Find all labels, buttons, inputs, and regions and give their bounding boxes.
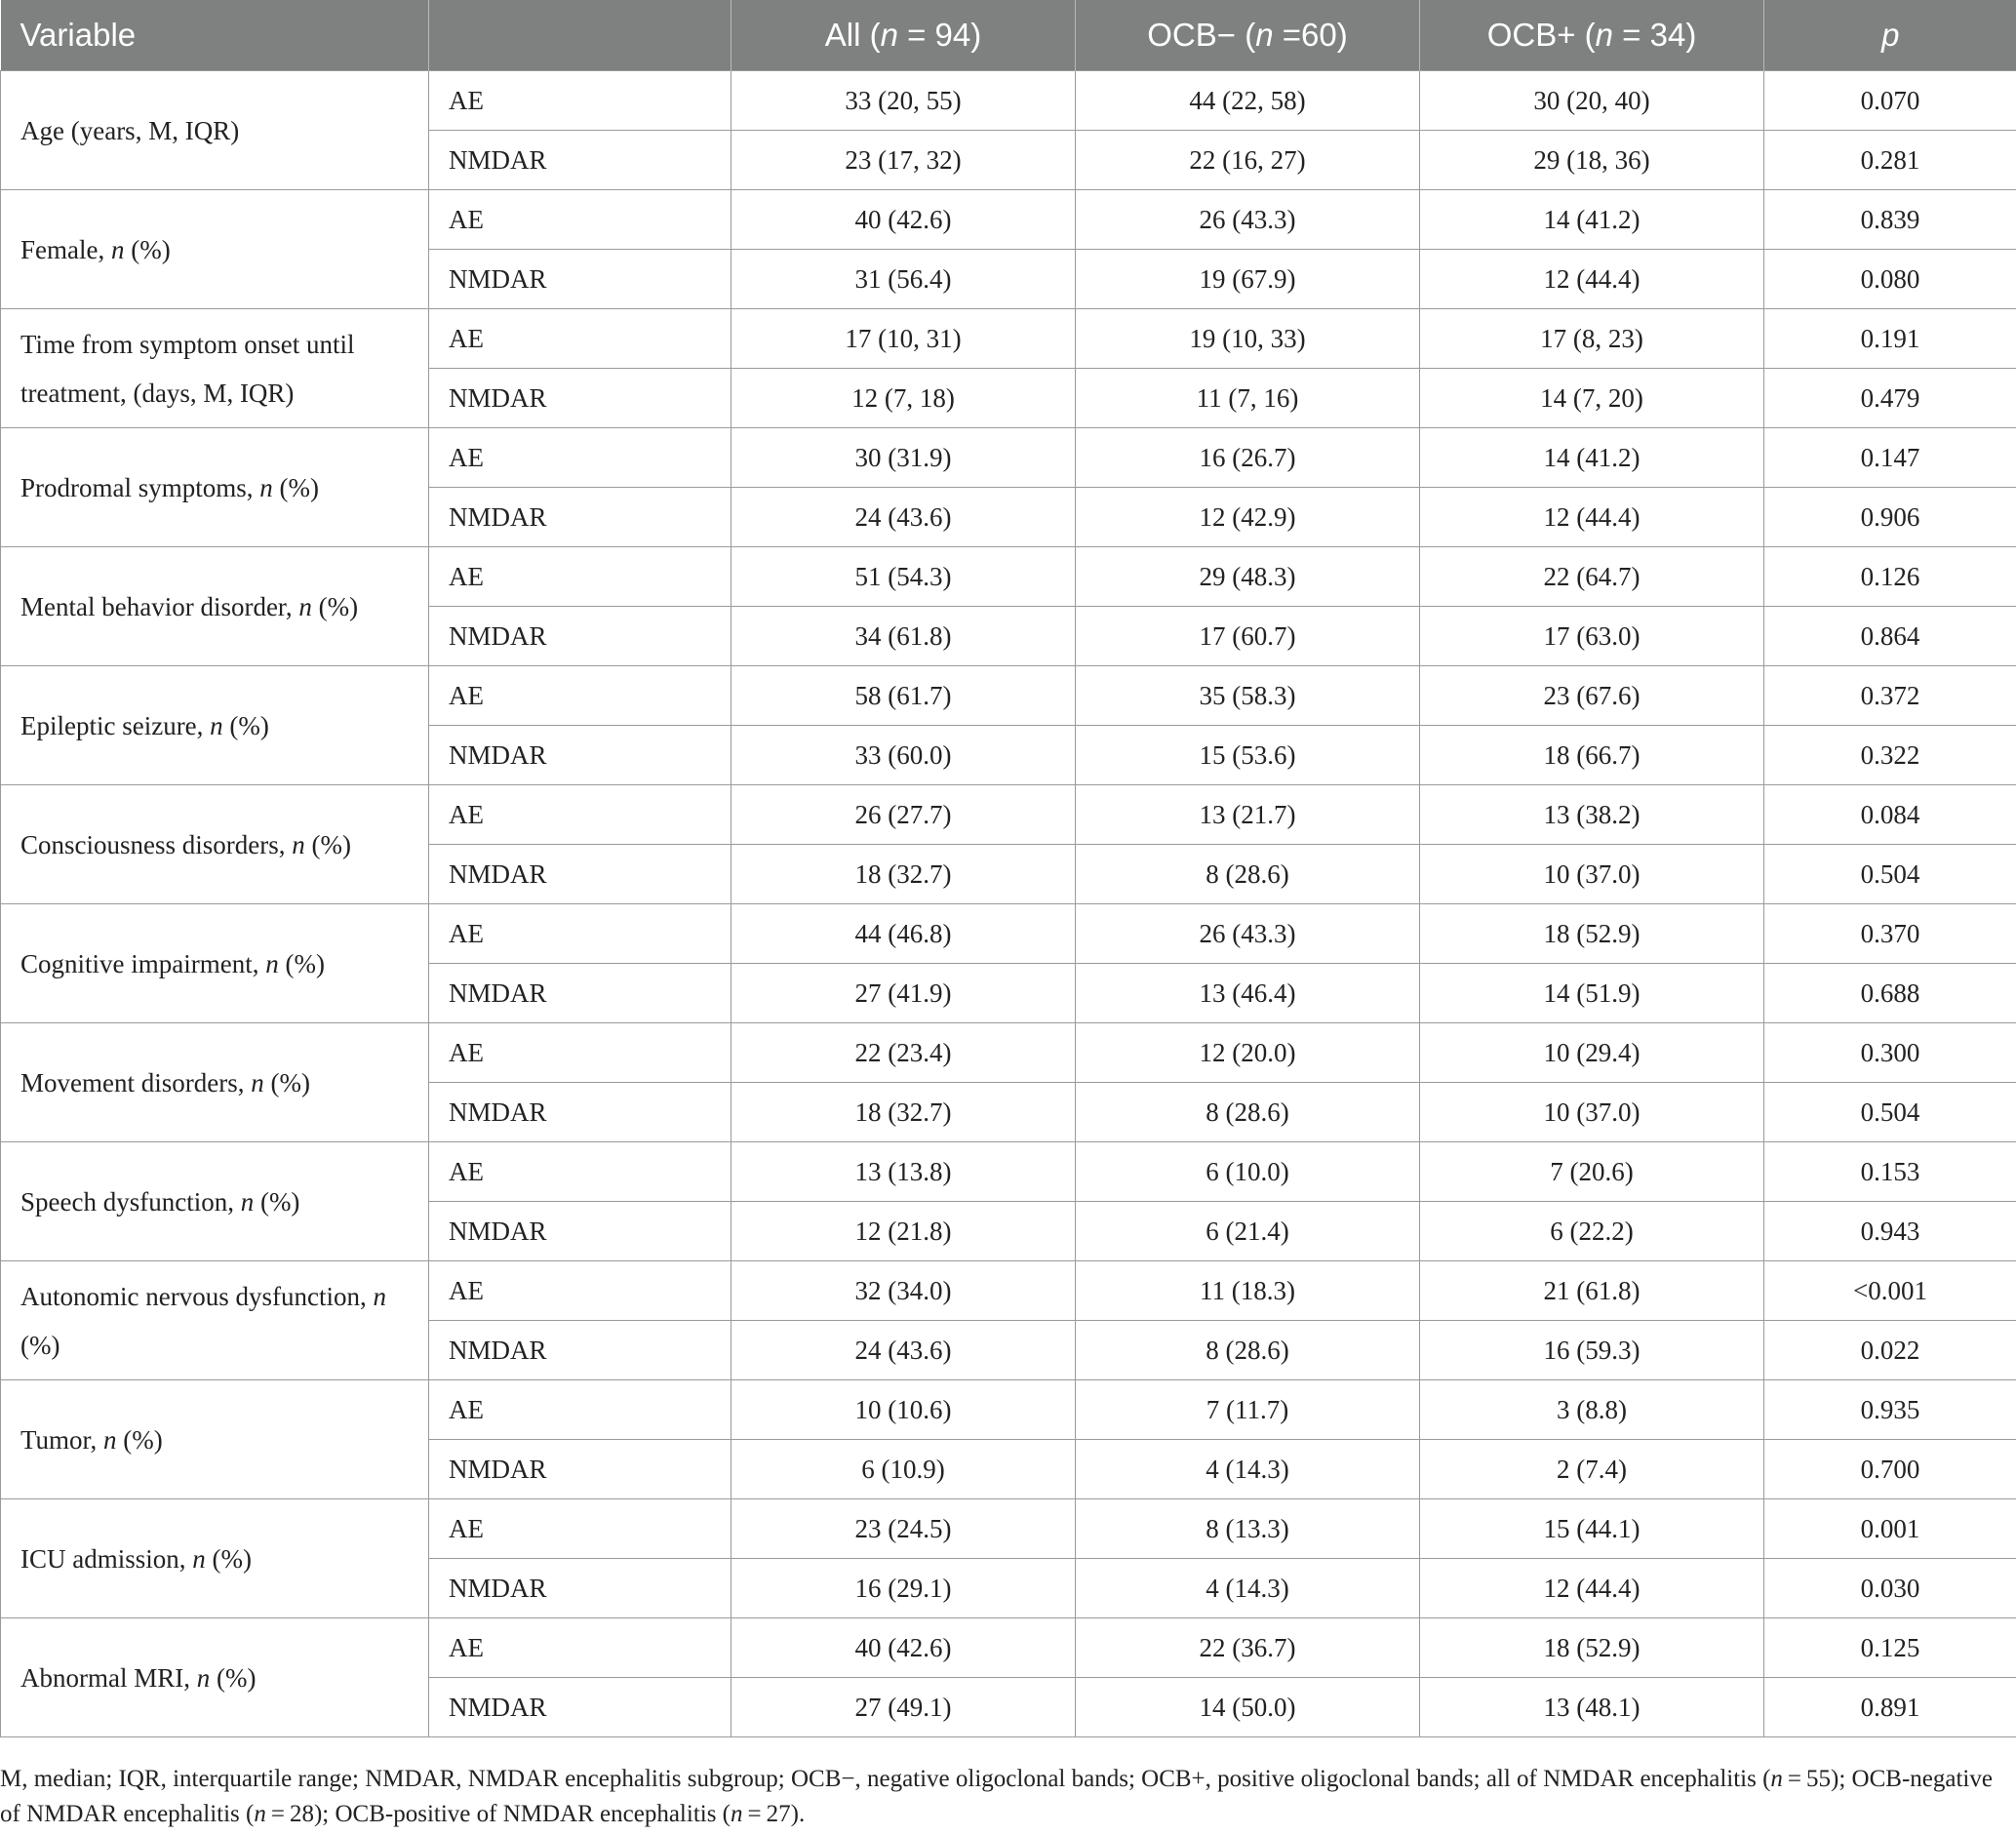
variable-label: Speech dysfunction, n (%) [1, 1142, 429, 1261]
table-row [1, 1142, 2016, 1202]
ocb-negative-value-cell: 22 (16, 27) [1076, 131, 1420, 190]
subgroup-cell: AE [429, 190, 731, 250]
all-value-cell: 23 (24.5) [731, 1499, 1076, 1559]
subgroup-cell: NMDAR [429, 1678, 731, 1737]
all-value-cell: 23 (17, 32) [731, 131, 1076, 190]
all-value-cell: 10 (10.6) [731, 1380, 1076, 1440]
p-value-cell: 0.022 [1764, 1321, 2016, 1380]
ocb-positive-value-cell: 12 (44.4) [1420, 488, 1764, 547]
header-p-value: p [1764, 0, 2016, 71]
ocb-positive-value-cell: 13 (38.2) [1420, 785, 1764, 845]
subgroup-cell: AE [429, 309, 731, 369]
subgroup-cell: NMDAR [429, 1440, 731, 1499]
all-value-cell: 58 (61.7) [731, 666, 1076, 726]
variable-label: Epileptic seizure, n (%) [1, 666, 429, 785]
ocb-negative-value-cell: 8 (28.6) [1076, 1083, 1420, 1142]
all-value-cell: 27 (41.9) [731, 964, 1076, 1023]
p-value-cell: 0.125 [1764, 1618, 2016, 1678]
ocb-negative-value-cell: 4 (14.3) [1076, 1440, 1420, 1499]
all-value-cell: 40 (42.6) [731, 1618, 1076, 1678]
table-row [1, 428, 2016, 488]
subgroup-cell: NMDAR [429, 488, 731, 547]
ocb-negative-value-cell: 13 (46.4) [1076, 964, 1420, 1023]
all-value-cell: 12 (21.8) [731, 1202, 1076, 1261]
ocb-positive-value-cell: 14 (41.2) [1420, 190, 1764, 250]
ocb-negative-value-cell: 44 (22, 58) [1076, 71, 1420, 131]
p-value-cell: 0.281 [1764, 131, 2016, 190]
table-header [1, 0, 2016, 71]
all-value-cell: 12 (7, 18) [731, 369, 1076, 428]
ocb-negative-value-cell: 12 (42.9) [1076, 488, 1420, 547]
ocb-negative-value-cell: 26 (43.3) [1076, 904, 1420, 964]
p-value-cell: 0.322 [1764, 726, 2016, 785]
subgroup-cell: NMDAR [429, 845, 731, 904]
all-value-cell: 30 (31.9) [731, 428, 1076, 488]
subgroup-cell: AE [429, 71, 731, 131]
p-value-cell: 0.688 [1764, 964, 2016, 1023]
variable-label: Movement disorders, n (%) [1, 1023, 429, 1142]
ocb-positive-value-cell: 7 (20.6) [1420, 1142, 1764, 1202]
header-subgroup [429, 0, 731, 71]
subgroup-cell: AE [429, 1261, 731, 1321]
ocb-negative-value-cell: 7 (11.7) [1076, 1380, 1420, 1440]
ocb-negative-value-cell: 8 (28.6) [1076, 845, 1420, 904]
p-value-cell: 0.479 [1764, 369, 2016, 428]
table-row [1, 190, 2016, 250]
table-row [1, 1618, 2016, 1678]
header-row [1, 0, 2016, 71]
header-ocb-positive: OCB+ (n = 34) [1420, 0, 1764, 71]
all-value-cell: 17 (10, 31) [731, 309, 1076, 369]
p-value-cell: 0.070 [1764, 71, 2016, 131]
p-value-cell: 0.030 [1764, 1559, 2016, 1618]
p-value-cell: 0.700 [1764, 1440, 2016, 1499]
p-value-cell: 0.891 [1764, 1678, 2016, 1737]
ocb-negative-value-cell: 12 (20.0) [1076, 1023, 1420, 1083]
variable-label: Cognitive impairment, n (%) [1, 904, 429, 1023]
subgroup-cell: AE [429, 904, 731, 964]
ocb-positive-value-cell: 3 (8.8) [1420, 1380, 1764, 1440]
all-value-cell: 16 (29.1) [731, 1559, 1076, 1618]
ocb-positive-value-cell: 23 (67.6) [1420, 666, 1764, 726]
subgroup-cell: AE [429, 1499, 731, 1559]
variable-label: Tumor, n (%) [1, 1380, 429, 1499]
variable-label: Female, n (%) [1, 190, 429, 309]
table-row [1, 1499, 2016, 1559]
ocb-negative-value-cell: 6 (21.4) [1076, 1202, 1420, 1261]
table-row [1, 1023, 2016, 1083]
subgroup-cell: AE [429, 1023, 731, 1083]
p-value-cell: <0.001 [1764, 1261, 2016, 1321]
ocb-negative-value-cell: 8 (28.6) [1076, 1321, 1420, 1380]
variable-label: Autonomic nervous dysfunction, n (%) [1, 1261, 429, 1380]
p-value-cell: 0.147 [1764, 428, 2016, 488]
ocb-positive-value-cell: 17 (63.0) [1420, 607, 1764, 666]
ocb-positive-value-cell: 14 (51.9) [1420, 964, 1764, 1023]
table-row [1, 547, 2016, 607]
ocb-negative-value-cell: 16 (26.7) [1076, 428, 1420, 488]
ocb-positive-value-cell: 6 (22.2) [1420, 1202, 1764, 1261]
ocb-positive-value-cell: 17 (8, 23) [1420, 309, 1764, 369]
table-body [1, 71, 2016, 1737]
variable-label: Prodromal symptoms, n (%) [1, 428, 429, 547]
all-value-cell: 27 (49.1) [731, 1678, 1076, 1737]
subgroup-cell: NMDAR [429, 131, 731, 190]
ocb-negative-value-cell: 14 (50.0) [1076, 1678, 1420, 1737]
ocb-positive-value-cell: 21 (61.8) [1420, 1261, 1764, 1321]
subgroup-cell: NMDAR [429, 726, 731, 785]
subgroup-cell: AE [429, 1380, 731, 1440]
ocb-positive-value-cell: 10 (29.4) [1420, 1023, 1764, 1083]
subgroup-cell: AE [429, 1142, 731, 1202]
table-row [1, 1380, 2016, 1440]
p-value-cell: 0.839 [1764, 190, 2016, 250]
all-value-cell: 22 (23.4) [731, 1023, 1076, 1083]
ocb-positive-value-cell: 2 (7.4) [1420, 1440, 1764, 1499]
ocb-positive-value-cell: 10 (37.0) [1420, 1083, 1764, 1142]
ocb-positive-value-cell: 12 (44.4) [1420, 250, 1764, 309]
subgroup-cell: NMDAR [429, 369, 731, 428]
p-value-cell: 0.080 [1764, 250, 2016, 309]
variable-label: Mental behavior disorder, n (%) [1, 547, 429, 666]
ocb-positive-value-cell: 30 (20, 40) [1420, 71, 1764, 131]
all-value-cell: 18 (32.7) [731, 1083, 1076, 1142]
subgroup-cell: NMDAR [429, 607, 731, 666]
table-row [1, 71, 2016, 131]
subgroup-cell: NMDAR [429, 1202, 731, 1261]
p-value-cell: 0.084 [1764, 785, 2016, 845]
p-value-cell: 0.370 [1764, 904, 2016, 964]
ocb-negative-value-cell: 15 (53.6) [1076, 726, 1420, 785]
ocb-positive-value-cell: 10 (37.0) [1420, 845, 1764, 904]
ocb-positive-value-cell: 15 (44.1) [1420, 1499, 1764, 1559]
table-row [1, 666, 2016, 726]
ocb-negative-value-cell: 35 (58.3) [1076, 666, 1420, 726]
subgroup-cell: AE [429, 666, 731, 726]
ocb-positive-value-cell: 18 (66.7) [1420, 726, 1764, 785]
all-value-cell: 31 (56.4) [731, 250, 1076, 309]
p-value-cell: 0.126 [1764, 547, 2016, 607]
all-value-cell: 6 (10.9) [731, 1440, 1076, 1499]
table-row [1, 309, 2016, 369]
table-row [1, 785, 2016, 845]
table-row [1, 1261, 2016, 1321]
p-value-cell: 0.906 [1764, 488, 2016, 547]
ocb-positive-value-cell: 18 (52.9) [1420, 1618, 1764, 1678]
header-all: All (n = 94) [731, 0, 1076, 71]
p-value-cell: 0.943 [1764, 1202, 2016, 1261]
subgroup-cell: AE [429, 428, 731, 488]
all-value-cell: 44 (46.8) [731, 904, 1076, 964]
ocb-negative-value-cell: 19 (10, 33) [1076, 309, 1420, 369]
subgroup-cell: NMDAR [429, 1321, 731, 1380]
ocb-positive-value-cell: 12 (44.4) [1420, 1559, 1764, 1618]
ocb-positive-value-cell: 29 (18, 36) [1420, 131, 1764, 190]
variable-label: ICU admission, n (%) [1, 1499, 429, 1618]
ocb-positive-value-cell: 18 (52.9) [1420, 904, 1764, 964]
variable-label: Time from symptom onset until treatment, (days, M, IQR) [1, 309, 429, 428]
p-value-cell: 0.864 [1764, 607, 2016, 666]
p-value-cell: 0.372 [1764, 666, 2016, 726]
ocb-negative-value-cell: 11 (18.3) [1076, 1261, 1420, 1321]
ocb-negative-value-cell: 4 (14.3) [1076, 1559, 1420, 1618]
variable-label: Consciousness disorders, n (%) [1, 785, 429, 904]
table-row [1, 904, 2016, 964]
ocb-positive-value-cell: 14 (7, 20) [1420, 369, 1764, 428]
p-value-cell: 0.300 [1764, 1023, 2016, 1083]
ocb-positive-value-cell: 16 (59.3) [1420, 1321, 1764, 1380]
header-variable: Variable [1, 0, 429, 71]
subgroup-cell: AE [429, 785, 731, 845]
all-value-cell: 34 (61.8) [731, 607, 1076, 666]
header-ocb-negative: OCB− (n =60) [1076, 0, 1420, 71]
ocb-negative-value-cell: 13 (21.7) [1076, 785, 1420, 845]
ocb-positive-value-cell: 13 (48.1) [1420, 1678, 1764, 1737]
subgroup-cell: NMDAR [429, 250, 731, 309]
ocb-negative-value-cell: 19 (67.9) [1076, 250, 1420, 309]
ocb-negative-value-cell: 22 (36.7) [1076, 1618, 1420, 1678]
all-value-cell: 24 (43.6) [731, 488, 1076, 547]
subgroup-cell: NMDAR [429, 1559, 731, 1618]
variable-label: Abnormal MRI, n (%) [1, 1618, 429, 1737]
all-value-cell: 24 (43.6) [731, 1321, 1076, 1380]
ocb-negative-value-cell: 29 (48.3) [1076, 547, 1420, 607]
ocb-negative-value-cell: 26 (43.3) [1076, 190, 1420, 250]
p-value-cell: 0.191 [1764, 309, 2016, 369]
all-value-cell: 13 (13.8) [731, 1142, 1076, 1202]
all-value-cell: 33 (20, 55) [731, 71, 1076, 131]
subgroup-cell: NMDAR [429, 1083, 731, 1142]
subgroup-cell: AE [429, 1618, 731, 1678]
all-value-cell: 26 (27.7) [731, 785, 1076, 845]
p-value-cell: 0.935 [1764, 1380, 2016, 1440]
ocb-negative-value-cell: 8 (13.3) [1076, 1499, 1420, 1559]
all-value-cell: 18 (32.7) [731, 845, 1076, 904]
ocb-negative-value-cell: 6 (10.0) [1076, 1142, 1420, 1202]
p-value-cell: 0.504 [1764, 1083, 2016, 1142]
ocb-positive-value-cell: 14 (41.2) [1420, 428, 1764, 488]
subgroup-cell: NMDAR [429, 964, 731, 1023]
subgroup-cell: AE [429, 547, 731, 607]
all-value-cell: 40 (42.6) [731, 190, 1076, 250]
p-value-cell: 0.153 [1764, 1142, 2016, 1202]
ocb-positive-value-cell: 22 (64.7) [1420, 547, 1764, 607]
p-value-cell: 0.504 [1764, 845, 2016, 904]
all-value-cell: 33 (60.0) [731, 726, 1076, 785]
ocb-negative-value-cell: 17 (60.7) [1076, 607, 1420, 666]
all-value-cell: 51 (54.3) [731, 547, 1076, 607]
variable-label: Age (years, M, IQR) [1, 71, 429, 190]
ocb-negative-value-cell: 11 (7, 16) [1076, 369, 1420, 428]
table-footnote: M, median; IQR, interquartile range; NMDAR, NMDAR encephalitis subgroup; OCB−, negative oligoclonal bands; OCB+, positive oligoclonal bands; all of NMDAR encephalitis (n = 55); OCB-negative of NMDAR encephalitis (n = 28); OCB-positive of NMDAR encephalitis (n = 27). [0, 1766, 1993, 1827]
all-value-cell: 32 (34.0) [731, 1261, 1076, 1321]
p-value-cell: 0.001 [1764, 1499, 2016, 1559]
